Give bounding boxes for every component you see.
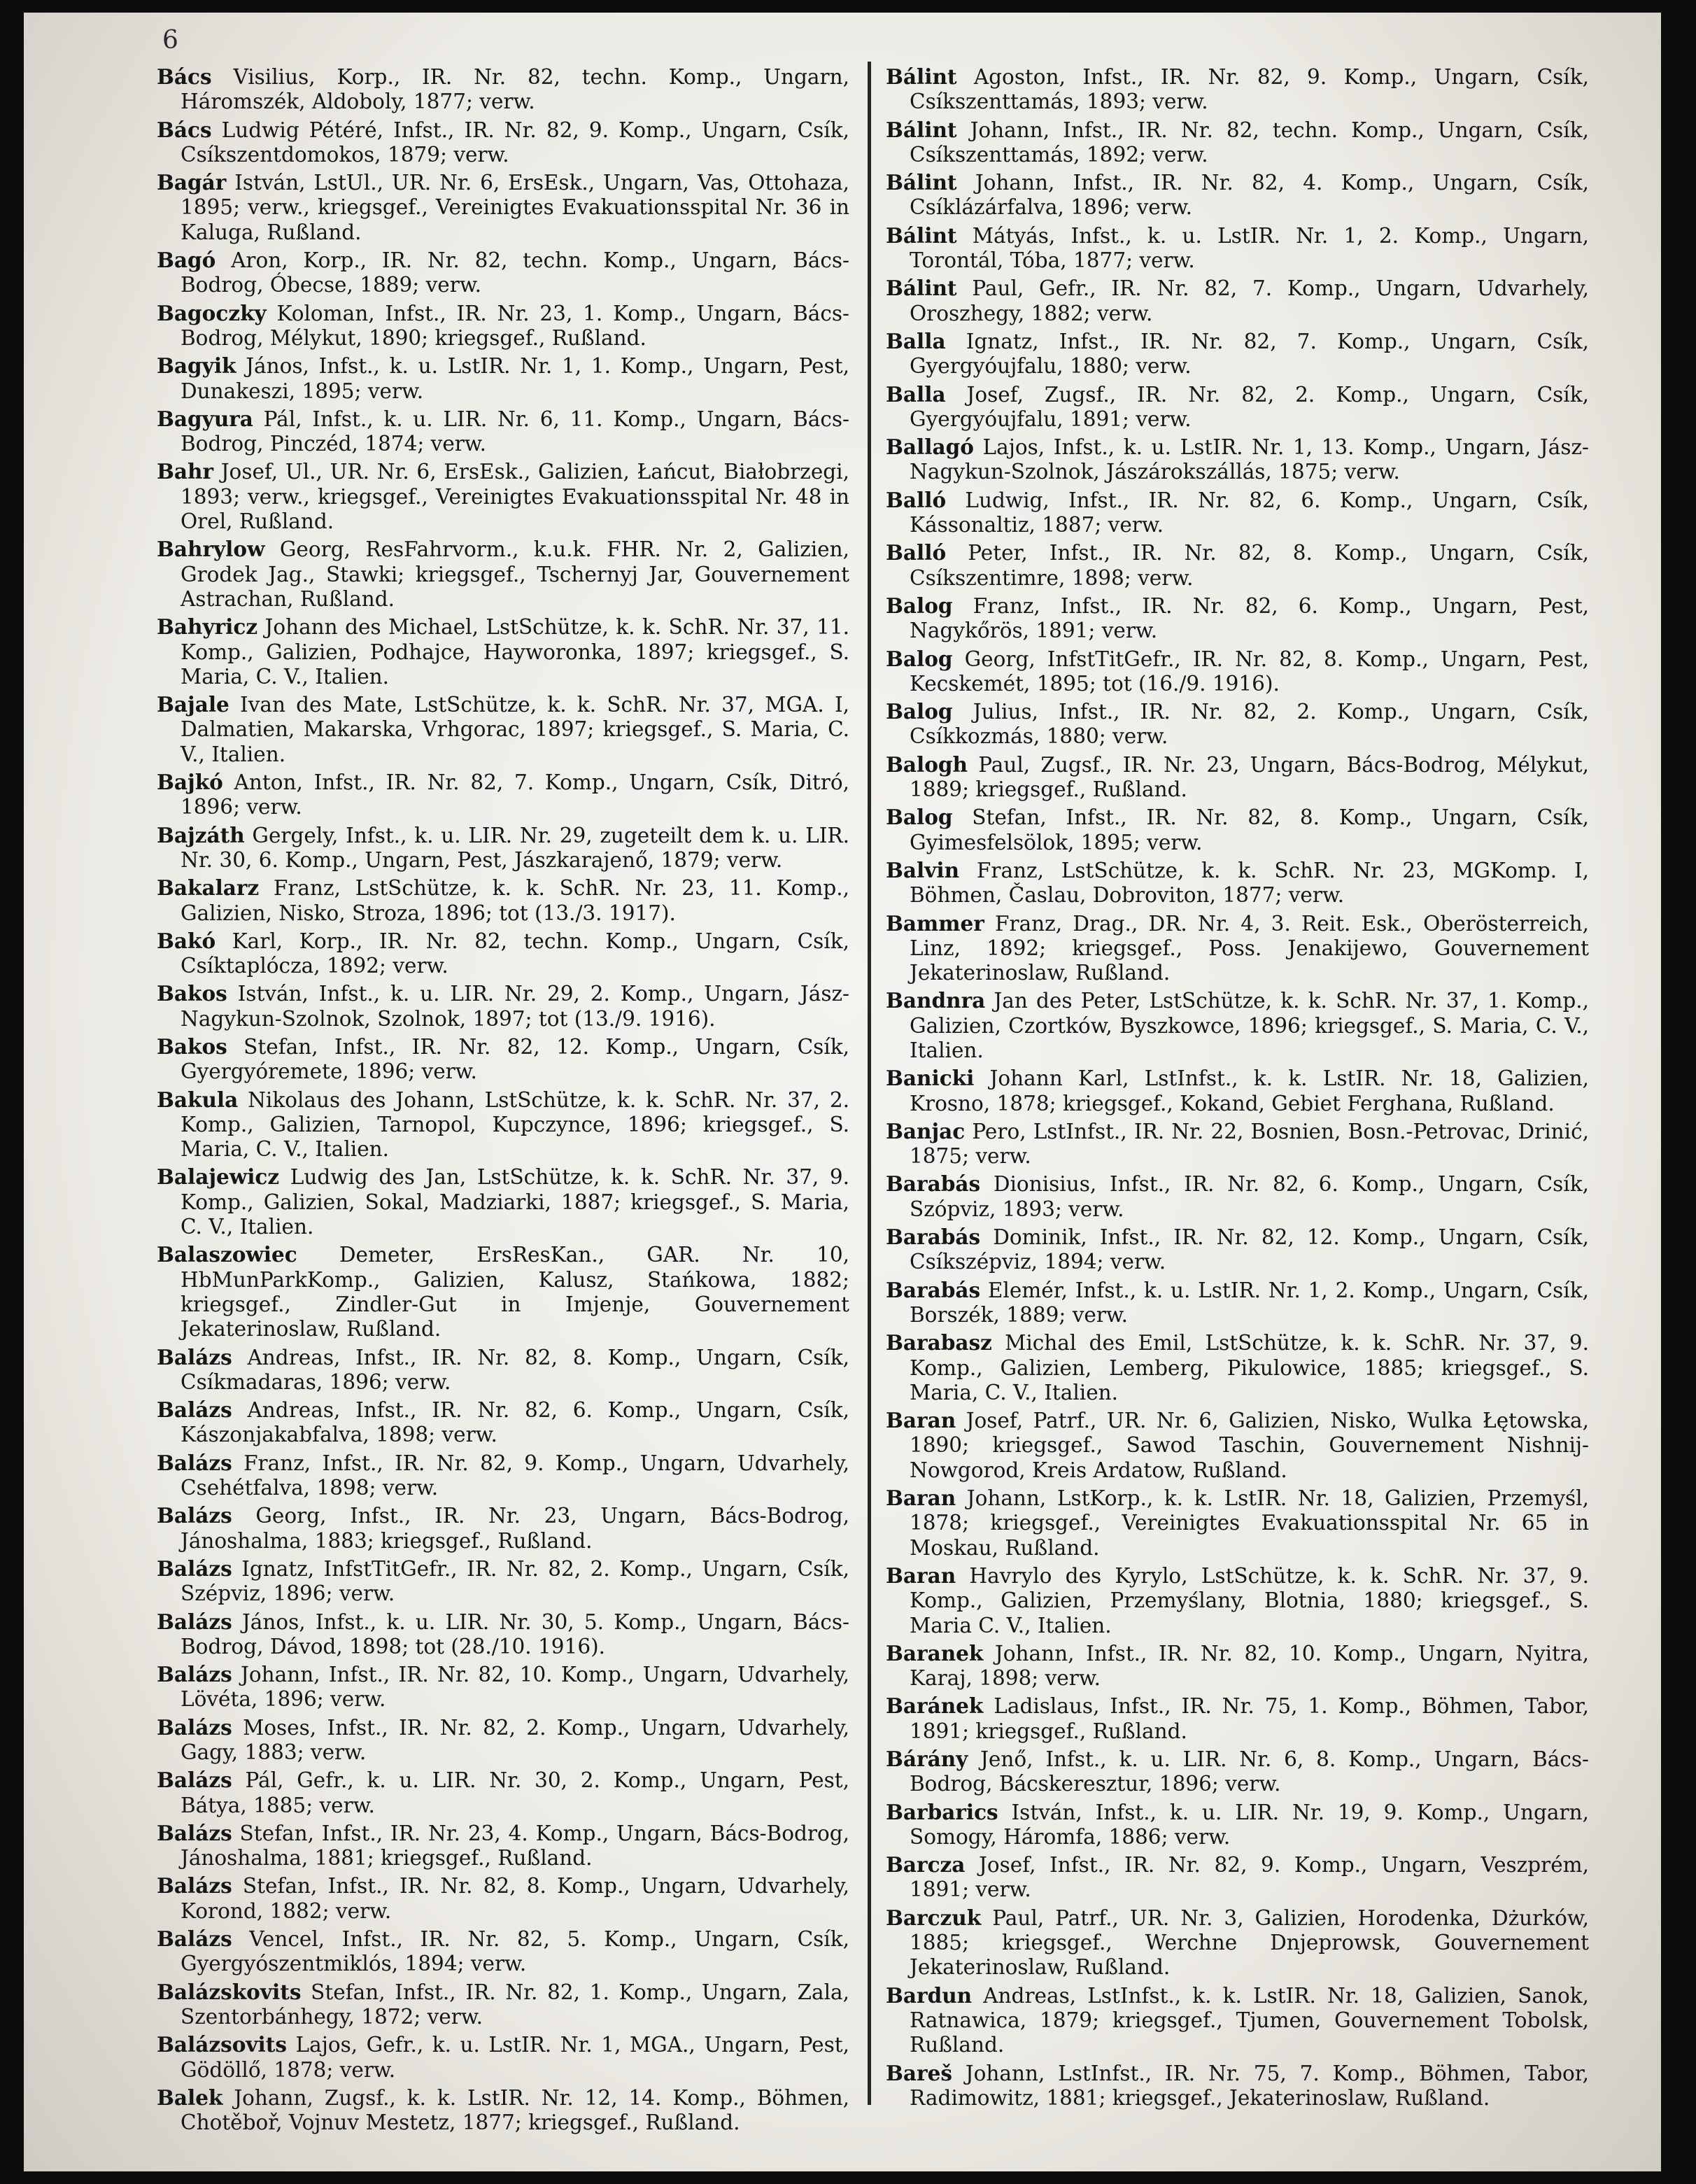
entry-surname: Balla — [886, 328, 946, 353]
entry-surname: Banicki — [886, 1066, 975, 1091]
list-entry — [157, 170, 849, 245]
list-entry — [157, 1768, 849, 1818]
column-divider — [868, 62, 871, 2105]
list-entry — [886, 382, 1589, 432]
entry-surname: Balázs — [157, 1768, 232, 1793]
list-entry — [886, 1171, 1589, 1222]
entry-details: Johann, Infst., IR. Nr. 82, 10. Komp., Ungarn, Udvarhely, Lövéta, 1896; verw. — [181, 1663, 849, 1712]
list-entry — [157, 407, 849, 457]
entry-details: Johann, LstKorp., k. k. LstIR. Nr. 18, Galizien, Przemyśl, 1878; kriegsgef., Vereinigtes Evakuationsspital Nr. 65 in Moskau, Rußland. — [910, 1486, 1589, 1560]
entry-details: Vencel, Infst., IR. Nr. 82, 5. Komp., Ungarn, Csík, Gyergyószentmiklós, 1894; verw. — [181, 1927, 849, 1976]
entry-details: Franz, Drag., DR. Nr. 4, 3. Reit. Esk., Oberösterreich, Linz, 1892; kriegsgef., Poss. Jenakijewo, Gouvernement Jekaterinoslaw, Rußland. — [910, 911, 1589, 985]
entry-surname: Balázs — [157, 1714, 232, 1740]
entry-details: Johann Karl, LstInfst., k. k. LstIR. Nr. 18, Galizien, Krosno, 1878; kriegsgef., Kokand, Gebiet Ferghana, Rußland. — [910, 1066, 1589, 1115]
entry-details: Stefan, Infst., IR. Nr. 82, 8. Komp., Ungarn, Udvarhely, Korond, 1882; verw. — [181, 1874, 849, 1923]
entry-details: Lajos, Infst., k. u. LstIR. Nr. 1, 13. Komp., Ungarn, Jász-Nagykun-Szolnok, Jászárokszállás, 1875; verw. — [910, 435, 1589, 484]
entry-details: Georg, InfstTitGefr., IR. Nr. 82, 8. Komp., Ungarn, Pest, Kecskemét, 1895; tot (16./9. 1916). — [910, 647, 1589, 696]
entry-details: Karl, Korp., IR. Nr. 82, techn. Komp., Ungarn, Csík, Csíktaplócza, 1892; verw. — [181, 929, 849, 978]
list-entry — [157, 692, 849, 767]
list-entry — [157, 1345, 849, 1395]
list-entry — [886, 1486, 1589, 1560]
list-entry — [157, 1242, 849, 1341]
list-entry — [157, 1609, 849, 1660]
entry-details: Jan des Peter, LstSchütze, k. k. SchR. Nr. 37, 1. Komp., Galizien, Czortków, Byszkowce, 1896; kriegsgef., S. Maria, C. V., Italien. — [910, 989, 1589, 1062]
entry-surname: Balog — [886, 805, 953, 830]
list-entry — [157, 929, 849, 979]
list-entry — [886, 1693, 1589, 1744]
list-entry — [886, 329, 1589, 379]
list-entry — [886, 540, 1589, 591]
entry-details: Aron, Korp., IR. Nr. 82, techn. Komp., Ungarn, Bács-Bodrog, Óbecse, 1889; verw. — [181, 248, 849, 297]
entry-surname: Barabás — [886, 1171, 981, 1197]
entry-details: Havrylo des Kyrylo, LstSchütze, k. k. SchR. Nr. 37, 9. Komp., Galizien, Przemyślany, Blotnia, 1880; kriegsgef., S. Maria C. V., Italien. — [910, 1563, 1589, 1637]
entry-surname: Balázs — [157, 1450, 232, 1475]
entry-surname: Bagoczky — [157, 300, 267, 325]
list-entry — [886, 1747, 1589, 1797]
entry-surname: Balázs — [157, 1926, 232, 1952]
list-entry — [157, 118, 849, 168]
entry-details: Jenő, Infst., k. u. LIR. Nr. 6, 8. Komp., Ungarn, Bács-Bodrog, Bácskeresztur, 1896; verw. — [910, 1747, 1589, 1796]
list-entry — [886, 435, 1589, 485]
list-entry — [886, 1563, 1589, 1638]
list-entry — [157, 823, 849, 873]
entry-surname: Ballagó — [886, 435, 974, 460]
entry-details: Paul, Zugsf., IR. Nr. 23, Ungarn, Bács-Bodrog, Mélykut, 1889; kriegsgef., Rußland. — [910, 752, 1589, 802]
entry-surname: Baranek — [886, 1640, 984, 1665]
entry-details: Georg, Infst., IR. Nr. 23, Ungarn, Bács-Bodrog, Jánoshalma, 1883; kriegsgef., Rußland. — [181, 1504, 849, 1553]
entry-surname: Bács — [157, 117, 212, 142]
entry-surname: Bakó — [157, 928, 216, 953]
list-entry — [886, 223, 1589, 274]
entry-surname: Bajkó — [157, 770, 223, 795]
list-entry — [157, 614, 849, 689]
entry-details: Demeter, ErsResKan., GAR. Nr. 10, HbMunParkKomp., Galizien, Kalusz, Stańkowa, 1882; kriegsgef., Zindler-Gut in Imjenje, Gouvernement Jekaterinoslaw, Rußland. — [181, 1243, 849, 1341]
entry-surname: Bálint — [886, 117, 957, 142]
entry-surname: Bakos — [157, 1034, 227, 1059]
entry-surname: Balázs — [157, 1344, 232, 1369]
list-entry — [157, 2085, 849, 2136]
entry-details: Johann, Infst., IR. Nr. 82, 10. Komp., Ungarn, Nyitra, Karaj, 1898; verw. — [910, 1641, 1589, 1691]
entry-details: Franz, LstSchütze, k. k. SchR. Nr. 23, 11. Komp., Galizien, Nisko, Stroza, 1896; tot (13./3. 1917). — [181, 876, 849, 925]
entry-surname: Bareš — [886, 2060, 952, 2085]
entry-surname: Bárány — [886, 1747, 968, 1771]
entry-surname: Bakos — [157, 981, 227, 1006]
entry-surname: Balázs — [157, 1820, 232, 1845]
entry-surname: Barcza — [886, 1852, 966, 1877]
entry-details: Pál, Gefr., k. u. LIR. Nr. 30, 2. Komp., Ungarn, Pest, Bátya, 1885; verw. — [181, 1768, 849, 1817]
entry-details: István, LstUl., UR. Nr. 6, ErsEsk., Ungarn, Vas, Ottohaza, 1895; verw., kriegsgef., Vereinigtes Evakuationsspital Nr. 36 in Kaluga, Rußland. — [181, 171, 849, 244]
entry-surname: Bács — [157, 64, 212, 89]
entry-surname: Barabasz — [886, 1330, 992, 1355]
entry-surname: Bammer — [886, 910, 984, 936]
entry-surname: Balaszowiec — [157, 1242, 297, 1267]
entry-details: Johann, LstInfst., IR. Nr. 75, 7. Komp., Böhmen, Tabor, Radimowitz, 1881; kriegsgef., Jekaterinoslaw, Rußland. — [910, 2061, 1589, 2110]
list-entry — [886, 805, 1589, 855]
list-entry — [886, 1852, 1589, 1903]
entry-details: Ignatz, InfstTitGefr., IR. Nr. 82, 2. Komp., Ungarn, Csík, Szépviz, 1896; verw. — [181, 1556, 849, 1606]
list-entry — [157, 1451, 849, 1501]
entry-details: Franz, Infst., IR. Nr. 82, 6. Komp., Ungarn, Pest, Nagykőrös, 1891; verw. — [910, 593, 1589, 643]
list-entry — [886, 1066, 1589, 1116]
list-entry — [157, 64, 849, 115]
entry-details: Stefan, Infst., IR. Nr. 23, 4. Komp., Ungarn, Bács-Bodrog, Jánoshalma, 1881; kriegsgef., Rußland. — [181, 1821, 849, 1871]
entry-surname: Balog — [886, 593, 953, 618]
entry-surname: Bakalarz — [157, 875, 260, 901]
entry-details: Franz, LstSchütze, k. k. SchR. Nr. 23, MGKomp. I, Böhmen, Časlau, Dobroviton, 1877; verw. — [910, 858, 1589, 908]
list-entry — [886, 64, 1589, 115]
entry-details: István, Infst., k. u. LIR. Nr. 29, 2. Komp., Ungarn, Jász-Nagykun-Szolnok, Szolnok, 1897; tot (13./9. 1916). — [181, 982, 849, 1031]
entry-details: István, Infst., k. u. LIR. Nr. 19, 9. Komp., Ungarn, Somogy, Háromfa, 1886; verw. — [910, 1800, 1589, 1849]
entry-details: Johann, Infst., IR. Nr. 82, techn. Komp., Ungarn, Csík, Csíkszenttamás, 1892; verw. — [910, 118, 1589, 167]
entry-details: Josef, Infst., IR. Nr. 82, 9. Komp., Ungarn, Veszprém, 1891; verw. — [910, 1853, 1589, 1902]
entry-details: Andreas, Infst., IR. Nr. 82, 6. Komp., Ungarn, Csík, Kászonjakabfalva, 1898; verw. — [181, 1398, 849, 1447]
list-entry — [157, 1164, 849, 1239]
list-entry — [886, 1278, 1589, 1328]
entry-surname: Balog — [886, 699, 953, 724]
entry-details: Koloman, Infst., IR. Nr. 23, 1. Komp., Ungarn, Bács-Bodrog, Mélykut, 1890; kriegsgef., Rußland. — [181, 301, 849, 350]
entry-surname: Balázsovits — [157, 2032, 287, 2057]
entry-surname: Bálint — [886, 170, 957, 195]
entry-surname: Bakula — [157, 1087, 239, 1112]
list-entry — [886, 1905, 1589, 1980]
entry-surname: Balázs — [157, 1503, 232, 1528]
list-entry — [157, 981, 849, 1031]
list-entry — [886, 1330, 1589, 1405]
entry-surname: Barabás — [886, 1225, 981, 1250]
list-entry — [886, 1641, 1589, 1691]
entry-surname: Bandnra — [886, 988, 986, 1013]
entry-surname: Banjac — [886, 1118, 966, 1143]
list-entry — [157, 248, 849, 298]
entry-details: Stefan, Infst., IR. Nr. 82, 1. Komp., Ungarn, Zala, Szentorbánhegy, 1872; verw. — [181, 1980, 849, 2029]
list-entry — [886, 647, 1589, 697]
list-entry — [886, 2061, 1589, 2111]
list-entry — [157, 1034, 849, 1085]
list-entry — [886, 1983, 1589, 2058]
page — [24, 13, 1661, 2171]
entry-surname: Bardun — [886, 1982, 973, 2008]
entry-surname: Balázs — [157, 1873, 232, 1898]
entry-surname: Balajewicz — [157, 1164, 280, 1190]
entry-surname: Bahrylow — [157, 537, 265, 562]
list-entry — [886, 118, 1589, 168]
entry-surname: Bagyura — [157, 406, 253, 431]
entry-surname: Baránek — [886, 1693, 984, 1719]
entry-surname: Balló — [886, 540, 947, 565]
entry-surname: Barabás — [886, 1277, 981, 1302]
list-entry — [157, 770, 849, 820]
entry-details: János, Infst., k. u. LstIR. Nr. 1, 1. Komp., Ungarn, Pest, Dunakeszi, 1895; verw. — [181, 354, 849, 403]
entry-surname: Balek — [157, 2085, 223, 2110]
entry-details: Ludwig Pétéré, Infst., IR. Nr. 82, 9. Komp., Ungarn, Csík, Csíkszentdomokos, 1879; verw. — [181, 118, 849, 167]
entry-details: Georg, ResFahrvorm., k.u.k. FHR. Nr. 2, Galizien, Grodek Jag., Stawki; kriegsgef., Tschernyj Jar, Gouvernement Astrachan, Rußland. — [181, 537, 849, 611]
entry-surname: Baran — [886, 1486, 956, 1511]
list-entry — [157, 1873, 849, 1924]
entry-details: Ivan des Mate, LstSchütze, k. k. SchR. Nr. 37, MGA. I, Dalmatien, Makarska, Vrhgorac, 1897; kriegsgef., S. Maria, C. V., Italien. — [181, 693, 849, 766]
right-column — [886, 64, 1589, 2113]
entry-surname: Bajale — [157, 692, 229, 717]
list-entry — [157, 301, 849, 351]
entry-details: Andreas, LstInfst., k. k. LstIR. Nr. 18, Galizien, Sanok, Ratnawica, 1879; kriegsgef., Tjumen, Gouvernement Tobolsk, Rußland. — [910, 1983, 1589, 2057]
entry-details: János, Infst., k. u. LIR. Nr. 30, 5. Komp., Ungarn, Bács-Bodrog, Dávod, 1898; tot (28./10. 1916). — [181, 1609, 849, 1658]
entry-details: Peter, Infst., IR. Nr. 82, 8. Komp., Ungarn, Csík, Csíkszentimre, 1898; verw. — [910, 541, 1589, 590]
entry-surname: Barbarics — [886, 1799, 998, 1824]
entry-details: Mátyás, Infst., k. u. LstIR. Nr. 1, 2. Komp., Ungarn, Torontál, Tóba, 1877; verw. — [910, 223, 1589, 273]
entry-details: Agoston, Infst., IR. Nr. 82, 9. Komp., Ungarn, Csík, Csíkszenttamás, 1893; verw. — [910, 65, 1589, 114]
entry-details: Josef, Patrf., UR. Nr. 6, Galizien, Nisko, Wulka Łętowska, 1890; kriegsgef., Sawod Taschin, Gouvernement Nishnij-Nowgorod, Kreis Ardatow, Rußland. — [910, 1409, 1589, 1482]
entry-details: Josef, Zugsf., IR. Nr. 82, 2. Komp., Ungarn, Csík, Gyergyóujfalu, 1891; verw. — [910, 382, 1589, 431]
entry-surname: Balla — [886, 381, 946, 407]
entry-surname: Bálint — [886, 223, 957, 248]
list-entry — [886, 488, 1589, 538]
list-entry — [886, 593, 1589, 644]
entry-details: Dominik, Infst., IR. Nr. 82, 12. Komp., Ungarn, Csík, Csíkszépviz, 1894; verw. — [910, 1225, 1589, 1274]
left-column — [157, 64, 849, 2138]
entry-surname: Balló — [886, 487, 947, 512]
entry-details: Andreas, Infst., IR. Nr. 82, 8. Komp., Ungarn, Csík, Csíkmadaras, 1896; verw. — [181, 1345, 849, 1394]
entry-surname: Bagár — [157, 170, 227, 195]
entry-details: Dionisius, Infst., IR. Nr. 82, 6. Komp., Ungarn, Csík, Szópviz, 1893; verw. — [910, 1172, 1589, 1221]
entry-surname: Bálint — [886, 64, 957, 89]
entry-details: Moses, Infst., IR. Nr. 82, 2. Komp., Ungarn, Udvarhely, Gagy, 1883; verw. — [181, 1715, 849, 1764]
entry-details: Josef, Ul., UR. Nr. 6, ErsEsk., Galizien, Łańcut, Białobrzegi, 1893; verw., kriegsgef., Vereinigtes Evakuationsspital Nr. 48 in Orel, Rußland. — [181, 460, 849, 534]
entry-details: Lajos, Gefr., k. u. LstIR. Nr. 1, MGA., Ungarn, Pest, Gödöllő, 1878; verw. — [181, 2033, 849, 2082]
entry-details: Michal des Emil, LstSchütze, k. k. SchR. Nr. 37, 9. Komp., Galizien, Lemberg, Pikulowice, 1885; kriegsgef., S. Maria, C. V., Italien. — [910, 1331, 1589, 1404]
list-entry — [157, 1821, 849, 1871]
entry-details: Stefan, Infst., IR. Nr. 82, 8. Komp., Ungarn, Csík, Gyimesfelsölok, 1895; verw. — [910, 805, 1589, 854]
page-number: 6 — [162, 26, 178, 55]
list-entry — [886, 699, 1589, 749]
list-entry — [886, 858, 1589, 908]
entry-surname: Balázs — [157, 1609, 232, 1634]
entry-details: Ignatz, Infst., IR. Nr. 82, 7. Komp., Ungarn, Csík, Gyergyóujfalu, 1880; verw. — [910, 329, 1589, 379]
list-entry — [157, 1087, 849, 1162]
list-entry — [157, 1715, 849, 1766]
entry-details: Ludwig, Infst., IR. Nr. 82, 6. Komp., Ungarn, Csík, Kássonaltiz, 1887; verw. — [910, 488, 1589, 537]
entry-surname: Balázskovits — [157, 1979, 302, 2004]
list-entry — [157, 1397, 849, 1448]
entry-surname: Baran — [886, 1408, 956, 1433]
entry-surname: Bajzáth — [157, 822, 245, 847]
entry-details: Johann, Infst., IR. Nr. 82, 4. Komp., Ungarn, Csík, Csíklázárfalva, 1896; verw. — [910, 171, 1589, 220]
list-entry — [886, 276, 1589, 326]
entry-details: Anton, Infst., IR. Nr. 82, 7. Komp., Ungarn, Csík, Ditró, 1896; verw. — [181, 770, 849, 819]
list-entry — [157, 353, 849, 404]
list-entry — [886, 1800, 1589, 1850]
entry-details: Visilius, Korp., IR. Nr. 82, techn. Komp., Ungarn, Háromszék, Aldoboly, 1877; verw. — [181, 65, 849, 114]
list-entry — [886, 911, 1589, 986]
list-entry — [886, 1408, 1589, 1483]
entry-details: Julius, Infst., IR. Nr. 82, 2. Komp., Ungarn, Csík, Csíkkozmás, 1880; verw. — [910, 700, 1589, 749]
list-entry — [157, 459, 849, 534]
list-entry — [157, 1980, 849, 2030]
entry-details: Gergely, Infst., k. u. LIR. Nr. 29, zugeteilt dem k. u. LIR. Nr. 30, 6. Komp., Ungarn, Pest, Jászkarajenő, 1879; verw. — [181, 823, 849, 872]
entry-surname: Balog — [886, 646, 953, 671]
list-entry — [886, 170, 1589, 220]
entry-details: Ludwig des Jan, LstSchütze, k. k. SchR. Nr. 37, 9. Komp., Galizien, Sokal, Madziarki, 1887; kriegsgef., S. Maria, C. V., Italien. — [181, 1165, 849, 1239]
list-entry — [157, 2032, 849, 2083]
entry-surname: Balogh — [886, 752, 968, 777]
list-entry — [157, 537, 849, 612]
entry-details: Franz, Infst., IR. Nr. 82, 9. Komp., Ungarn, Udvarhely, Csehétfalva, 1898; verw. — [181, 1451, 849, 1500]
entry-details: Johann, Zugsf., k. k. LstIR. Nr. 12, 14. Komp., Böhmen, Chotěboř, Vojnuv Mestetz, 1877; kriegsgef., Rußland. — [181, 2085, 849, 2135]
entry-details: Paul, Patrf., UR. Nr. 3, Galizien, Horodenka, Dżurków, 1885; kriegsgef., Werchne Dnjeprowsk, Gouvernement Jekaterinoslaw, Rußland. — [910, 1905, 1589, 1980]
entry-details: Stefan, Infst., IR. Nr. 82, 12. Komp., Ungarn, Csík, Gyergyóremete, 1896; verw. — [181, 1034, 849, 1084]
entry-surname: Bálint — [886, 276, 957, 301]
entry-surname: Barczuk — [886, 1905, 982, 1930]
entry-details: Johann des Michael, LstSchütze, k. k. SchR. Nr. 37, 11. Komp., Galizien, Podhajce, Hayworonka, 1897; kriegsgef., S. Maria, C. V., Italien. — [181, 615, 849, 689]
list-entry — [157, 1926, 849, 1977]
entry-details: Pál, Infst., k. u. LIR. Nr. 6, 11. Komp., Ungarn, Bács-Bodrog, Pinczéd, 1874; verw. — [181, 407, 849, 456]
list-entry — [157, 875, 849, 926]
entry-details: Nikolaus des Johann, LstSchütze, k. k. SchR. Nr. 37, 2. Komp., Galizien, Tarnopol, Kupczynce, 1896; kriegsgef., S. Maria, C. V., Italien. — [181, 1087, 849, 1162]
list-entry — [886, 752, 1589, 803]
list-entry — [886, 988, 1589, 1063]
entry-details: Ladislaus, Infst., IR. Nr. 75, 1. Komp., Böhmen, Tabor, 1891; kriegsgef., Rußland. — [910, 1694, 1589, 1743]
entry-surname: Bagyik — [157, 353, 236, 379]
entry-surname: Bahyricz — [157, 614, 258, 640]
entry-surname: Bagó — [157, 248, 216, 273]
entry-surname: Baran — [886, 1563, 956, 1588]
list-entry — [157, 1556, 849, 1607]
entry-surname: Balázs — [157, 1556, 232, 1581]
entry-details: Elemér, Infst., k. u. LstIR. Nr. 1, 2. Komp., Ungarn, Csík, Borszék, 1889; verw. — [910, 1278, 1589, 1327]
entry-surname: Bahr — [157, 459, 214, 484]
entry-surname: Balvin — [886, 857, 960, 882]
entry-details: Pero, LstInfst., IR. Nr. 22, Bosnien, Bosn.-Petrovac, Drinić, 1875; verw. — [910, 1119, 1589, 1169]
list-entry — [157, 1662, 849, 1712]
entry-details: Paul, Gefr., IR. Nr. 82, 7. Komp., Ungarn, Udvarhely, Oroszhegy, 1882; verw. — [910, 276, 1589, 325]
list-entry — [886, 1225, 1589, 1275]
list-entry — [157, 1503, 849, 1554]
entry-surname: Balázs — [157, 1662, 232, 1687]
entry-surname: Balázs — [157, 1397, 232, 1423]
list-entry — [886, 1119, 1589, 1169]
